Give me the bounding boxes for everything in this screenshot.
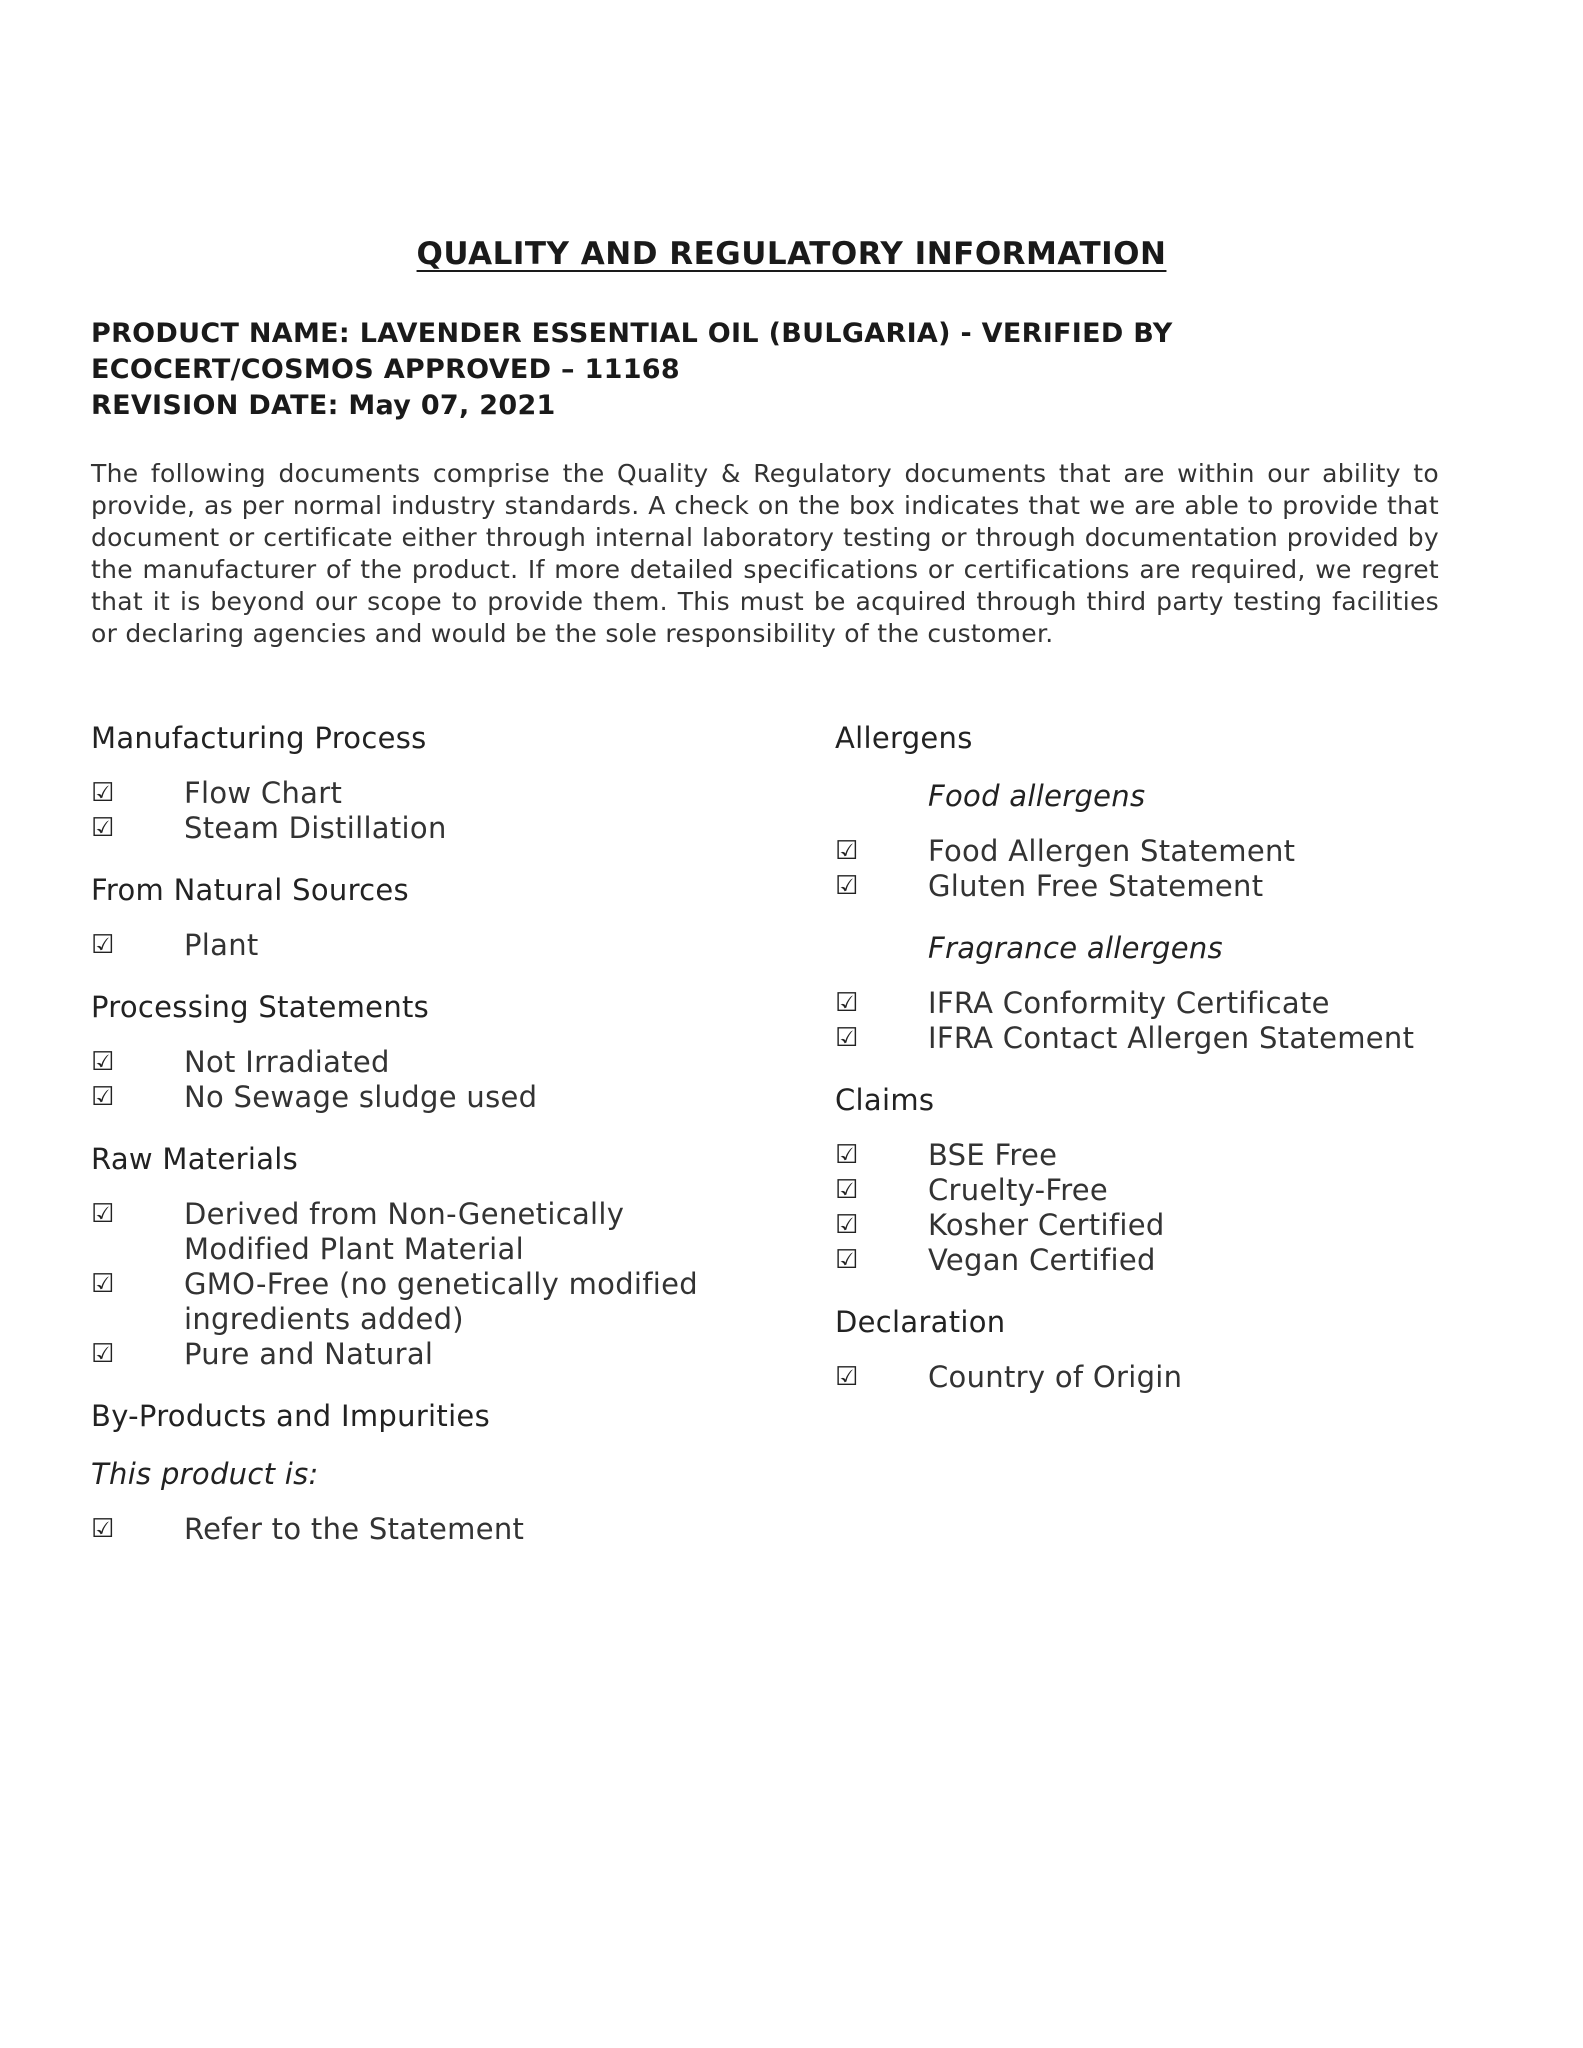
checkbox-checked-icon: ☑ (91, 1199, 115, 1229)
item-label: Not Irradiated (184, 1045, 390, 1079)
checkbox-checked-icon: ☑ (835, 871, 859, 901)
item-label: Cruelty-Free (928, 1173, 1109, 1207)
list-item (835, 1208, 1535, 1243)
section-manufacturing-process (91, 718, 791, 846)
item-label: GMO-Free (no genetically modified ingredients added) (184, 1267, 698, 1336)
list-item (835, 869, 1535, 904)
item-label: Refer to the Statement (184, 1512, 525, 1546)
fragrance-allergens-subtitle: Fragrance allergens (928, 931, 1223, 965)
list-item (835, 1173, 1535, 1208)
checkbox-checked-icon: ☑ (91, 1082, 115, 1112)
item-label: No Sewage sludge used (184, 1080, 538, 1114)
item-label: Plant (184, 928, 259, 962)
section-title: Manufacturing Process (91, 721, 427, 755)
checkbox-checked-icon: ☑ (835, 836, 859, 866)
checkbox-checked-icon: ☑ (91, 1269, 115, 1299)
product-name-line-1: PRODUCT NAME: LAVENDER ESSENTIAL OIL (BULGARIA) - VERIFIED BY (91, 318, 1173, 349)
list-item (91, 1045, 791, 1080)
section-declaration (835, 1302, 1535, 1395)
checkbox-checked-icon: ☑ (835, 1175, 859, 1205)
list-item (91, 928, 791, 963)
item-label: Flow Chart (184, 776, 343, 810)
item-label: Vegan Certified (928, 1243, 1156, 1277)
item-label: Food Allergen Statement (928, 834, 1296, 868)
checkbox-checked-icon: ☑ (91, 1514, 115, 1544)
right-column (835, 718, 1535, 1419)
item-label: IFRA Contact Allergen Statement (928, 1021, 1415, 1055)
section-byproducts (91, 1396, 791, 1547)
item-label: Kosher Certified (928, 1208, 1165, 1242)
list-item (91, 1267, 791, 1337)
checkbox-checked-icon: ☑ (91, 778, 115, 808)
section-title: Allergens (835, 721, 973, 755)
list-item (835, 1021, 1535, 1056)
section-title: Claims (835, 1083, 935, 1117)
section-claims (835, 1080, 1535, 1278)
item-label: Gluten Free Statement (928, 869, 1264, 903)
list-item (835, 1243, 1535, 1278)
document-title: QUALITY AND REGULATORY INFORMATION (416, 236, 1167, 272)
checkbox-checked-icon: ☑ (91, 930, 115, 960)
food-allergens-subtitle: Food allergens (928, 779, 1146, 813)
checkbox-checked-icon: ☑ (91, 813, 115, 843)
section-natural-sources (91, 870, 791, 963)
item-list (91, 776, 791, 846)
item-list (835, 986, 1535, 1056)
item-label: Steam Distillation (184, 811, 447, 845)
checkbox-checked-icon: ☑ (835, 1362, 859, 1392)
checkbox-checked-icon: ☑ (835, 988, 859, 1018)
item-list (91, 1512, 791, 1547)
section-subtitle: This product is: (91, 1457, 319, 1491)
item-label: IFRA Conformity Certificate (928, 986, 1330, 1020)
list-item (835, 1138, 1535, 1173)
section-title: Declaration (835, 1305, 1006, 1339)
section-title: Raw Materials (91, 1142, 299, 1176)
section-title: Processing Statements (91, 990, 430, 1024)
checkbox-checked-icon: ☑ (835, 1140, 859, 1170)
list-item (91, 1080, 791, 1115)
product-name-line-2: ECOCERT/COSMOS APPROVED – 11168 (91, 354, 680, 385)
left-column (91, 718, 791, 1571)
list-item (835, 1360, 1535, 1395)
intro-paragraph: The following documents comprise the Quality & Regulatory documents that are within our ability to provide, as per normal industry standards. A check on the box indicates that we are able to provide that document or certificate either through internal laboratory testing or through documentation provided by the manufacturer of the product. If more detailed specifications or certifications are required, we regret that it is beyond our scope to provide them. This must be acquired through third party testing facilities or declaring agencies and would be the sole responsibility of the customer. (91, 459, 1439, 648)
list-item (91, 811, 791, 846)
section-allergens (835, 718, 1535, 1056)
checkbox-checked-icon: ☑ (835, 1245, 859, 1275)
checkbox-checked-icon: ☑ (91, 1047, 115, 1077)
list-item (91, 1337, 791, 1372)
section-title: From Natural Sources (91, 873, 409, 907)
section-title: By-Products and Impurities (91, 1399, 490, 1433)
checkbox-checked-icon: ☑ (835, 1023, 859, 1053)
item-list (91, 1197, 791, 1372)
item-label: BSE Free (928, 1138, 1058, 1172)
list-item (835, 834, 1535, 869)
item-label: Derived from Non-Genetically Modified Plant Material (184, 1197, 625, 1266)
section-processing-statements (91, 987, 791, 1115)
list-item (91, 1197, 791, 1267)
checkbox-checked-icon: ☑ (835, 1210, 859, 1240)
checkbox-checked-icon: ☑ (91, 1339, 115, 1369)
list-item (91, 1512, 791, 1547)
product-info (91, 316, 1451, 424)
item-list (835, 1138, 1535, 1278)
list-item (835, 986, 1535, 1021)
item-list (835, 834, 1535, 904)
item-list (91, 928, 791, 963)
item-label: Pure and Natural (184, 1337, 434, 1371)
item-list (835, 1360, 1535, 1395)
item-list (91, 1045, 791, 1115)
item-label: Country of Origin (928, 1360, 1183, 1394)
section-raw-materials (91, 1139, 791, 1372)
list-item (91, 776, 791, 811)
revision-date: REVISION DATE: May 07, 2021 (91, 390, 556, 421)
